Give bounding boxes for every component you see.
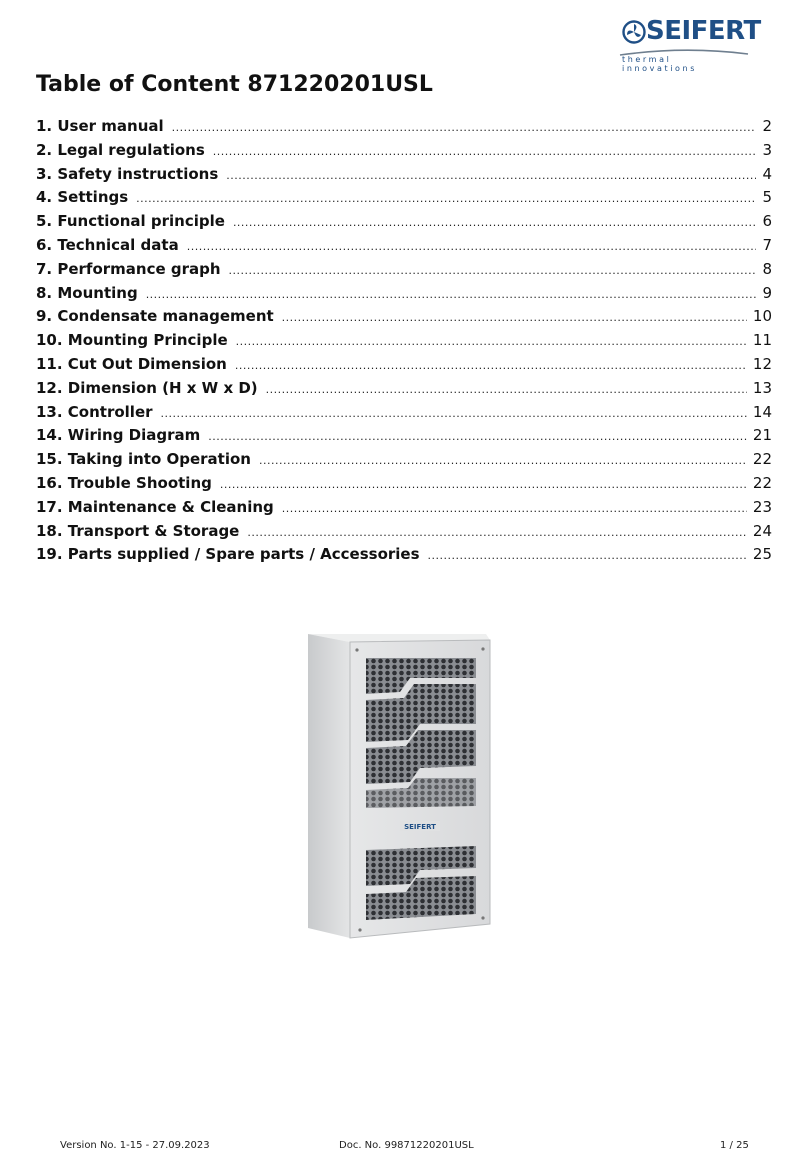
toc-leader — [282, 311, 747, 324]
toc-leader — [226, 169, 756, 182]
page-title: Table of Content 871220201USL — [36, 72, 433, 97]
toc-item-page: 2 — [762, 117, 772, 135]
toc-item[interactable] — [36, 498, 772, 522]
toc-item-page: 22 — [752, 450, 772, 469]
toc-leader — [266, 383, 747, 396]
toc-leader — [213, 145, 757, 158]
toc-item-page: 12 — [752, 354, 772, 373]
toc-item-label: 19. Parts supplied / Spare parts / Accessories — [36, 545, 420, 564]
toc-leader — [235, 359, 747, 372]
toc-item-page: 23 — [752, 497, 772, 516]
toc-leader — [220, 478, 747, 491]
toc-item[interactable] — [36, 331, 772, 355]
enclosure-cooling-unit-icon — [300, 628, 500, 940]
toc-item-label: 6. Technical data — [36, 235, 179, 254]
toc-item-page: 4 — [762, 164, 772, 183]
toc-item[interactable] — [36, 236, 772, 260]
footer-doc-number: Doc. No. 99871220201USL — [339, 1140, 474, 1151]
toc-item[interactable] — [36, 165, 772, 189]
toc-item-page: 10 — [752, 307, 772, 326]
toc-item-label: 7. Performance graph — [36, 259, 221, 278]
brand-name: SEIFERT — [646, 16, 761, 46]
toc-item-page: 11 — [752, 331, 772, 350]
toc-item-page: 14 — [752, 402, 772, 421]
toc-item-label: 17. Maintenance & Cleaning — [36, 497, 274, 516]
toc-item-page: 22 — [752, 473, 772, 492]
toc-item[interactable] — [36, 545, 772, 569]
toc-item[interactable] — [36, 403, 772, 427]
brand-tagline: thermal innovations — [622, 55, 697, 73]
toc-item-page: 6 — [762, 212, 772, 231]
toc-leader — [187, 240, 757, 253]
panel-brand-label: SEIFERT — [404, 823, 436, 831]
toc-leader — [247, 526, 747, 539]
toc-item[interactable] — [36, 450, 772, 474]
toc-item-label: 14. Wiring Diagram — [36, 426, 201, 445]
toc-item[interactable] — [36, 212, 772, 236]
seifert-logo — [618, 14, 761, 73]
toc-leader — [229, 264, 757, 277]
toc-item-label: 18. Transport & Storage — [36, 521, 240, 540]
toc-item-label: 16. Trouble Shooting — [36, 473, 212, 492]
toc-item[interactable] — [36, 141, 772, 165]
toc-item-label: 11. Cut Out Dimension — [36, 354, 227, 373]
toc-item[interactable] — [36, 474, 772, 498]
toc-item-label: 15. Taking into Operation — [36, 450, 251, 469]
toc-item-page: 9 — [762, 283, 772, 302]
toc-item[interactable] — [36, 117, 772, 141]
toc-item-label: 12. Dimension (H x W x D) — [36, 378, 258, 397]
toc-item-page: 25 — [752, 545, 772, 564]
table-of-contents — [36, 117, 772, 569]
toc-item-page: 7 — [762, 235, 772, 254]
toc-item[interactable] — [36, 188, 772, 212]
toc-item-page: 8 — [762, 259, 772, 278]
toc-item-page: 5 — [762, 188, 772, 207]
toc-item-label: 2. Legal regulations — [36, 140, 205, 159]
toc-item-page: 13 — [752, 378, 772, 397]
toc-leader — [146, 288, 757, 301]
toc-item-label: 10. Mounting Principle — [36, 331, 228, 350]
footer-page-number: 1 / 25 — [720, 1140, 749, 1151]
toc-item[interactable] — [36, 355, 772, 379]
toc-item[interactable] — [36, 522, 772, 546]
toc-leader — [233, 216, 757, 229]
toc-leader — [172, 121, 757, 134]
toc-leader — [428, 549, 747, 562]
toc-leader — [282, 502, 747, 515]
toc-item-label: 1. User manual — [36, 117, 164, 135]
toc-leader — [136, 192, 756, 205]
toc-item[interactable] — [36, 426, 772, 450]
toc-item[interactable] — [36, 307, 772, 331]
toc-item[interactable] — [36, 379, 772, 403]
toc-item-page: 21 — [752, 426, 772, 445]
toc-leader — [161, 407, 747, 420]
toc-item-label: 3. Safety instructions — [36, 164, 219, 183]
toc-leader — [259, 454, 747, 467]
fan-logo-icon — [622, 20, 646, 44]
footer-version: Version No. 1-15 - 27.09.2023 — [60, 1140, 210, 1151]
toc-item-page: 3 — [762, 140, 772, 159]
toc-leader — [208, 430, 747, 443]
toc-item-label: 13. Controller — [36, 402, 153, 421]
toc-item-label: 5. Functional principle — [36, 212, 225, 231]
toc-item[interactable] — [36, 260, 772, 284]
toc-leader — [236, 335, 747, 348]
toc-item-page: 24 — [752, 521, 772, 540]
toc-item-label: 9. Condensate management — [36, 307, 274, 326]
toc-item-label: 4. Settings — [36, 188, 129, 207]
toc-item[interactable] — [36, 284, 772, 308]
toc-item-label: 8. Mounting — [36, 283, 138, 302]
